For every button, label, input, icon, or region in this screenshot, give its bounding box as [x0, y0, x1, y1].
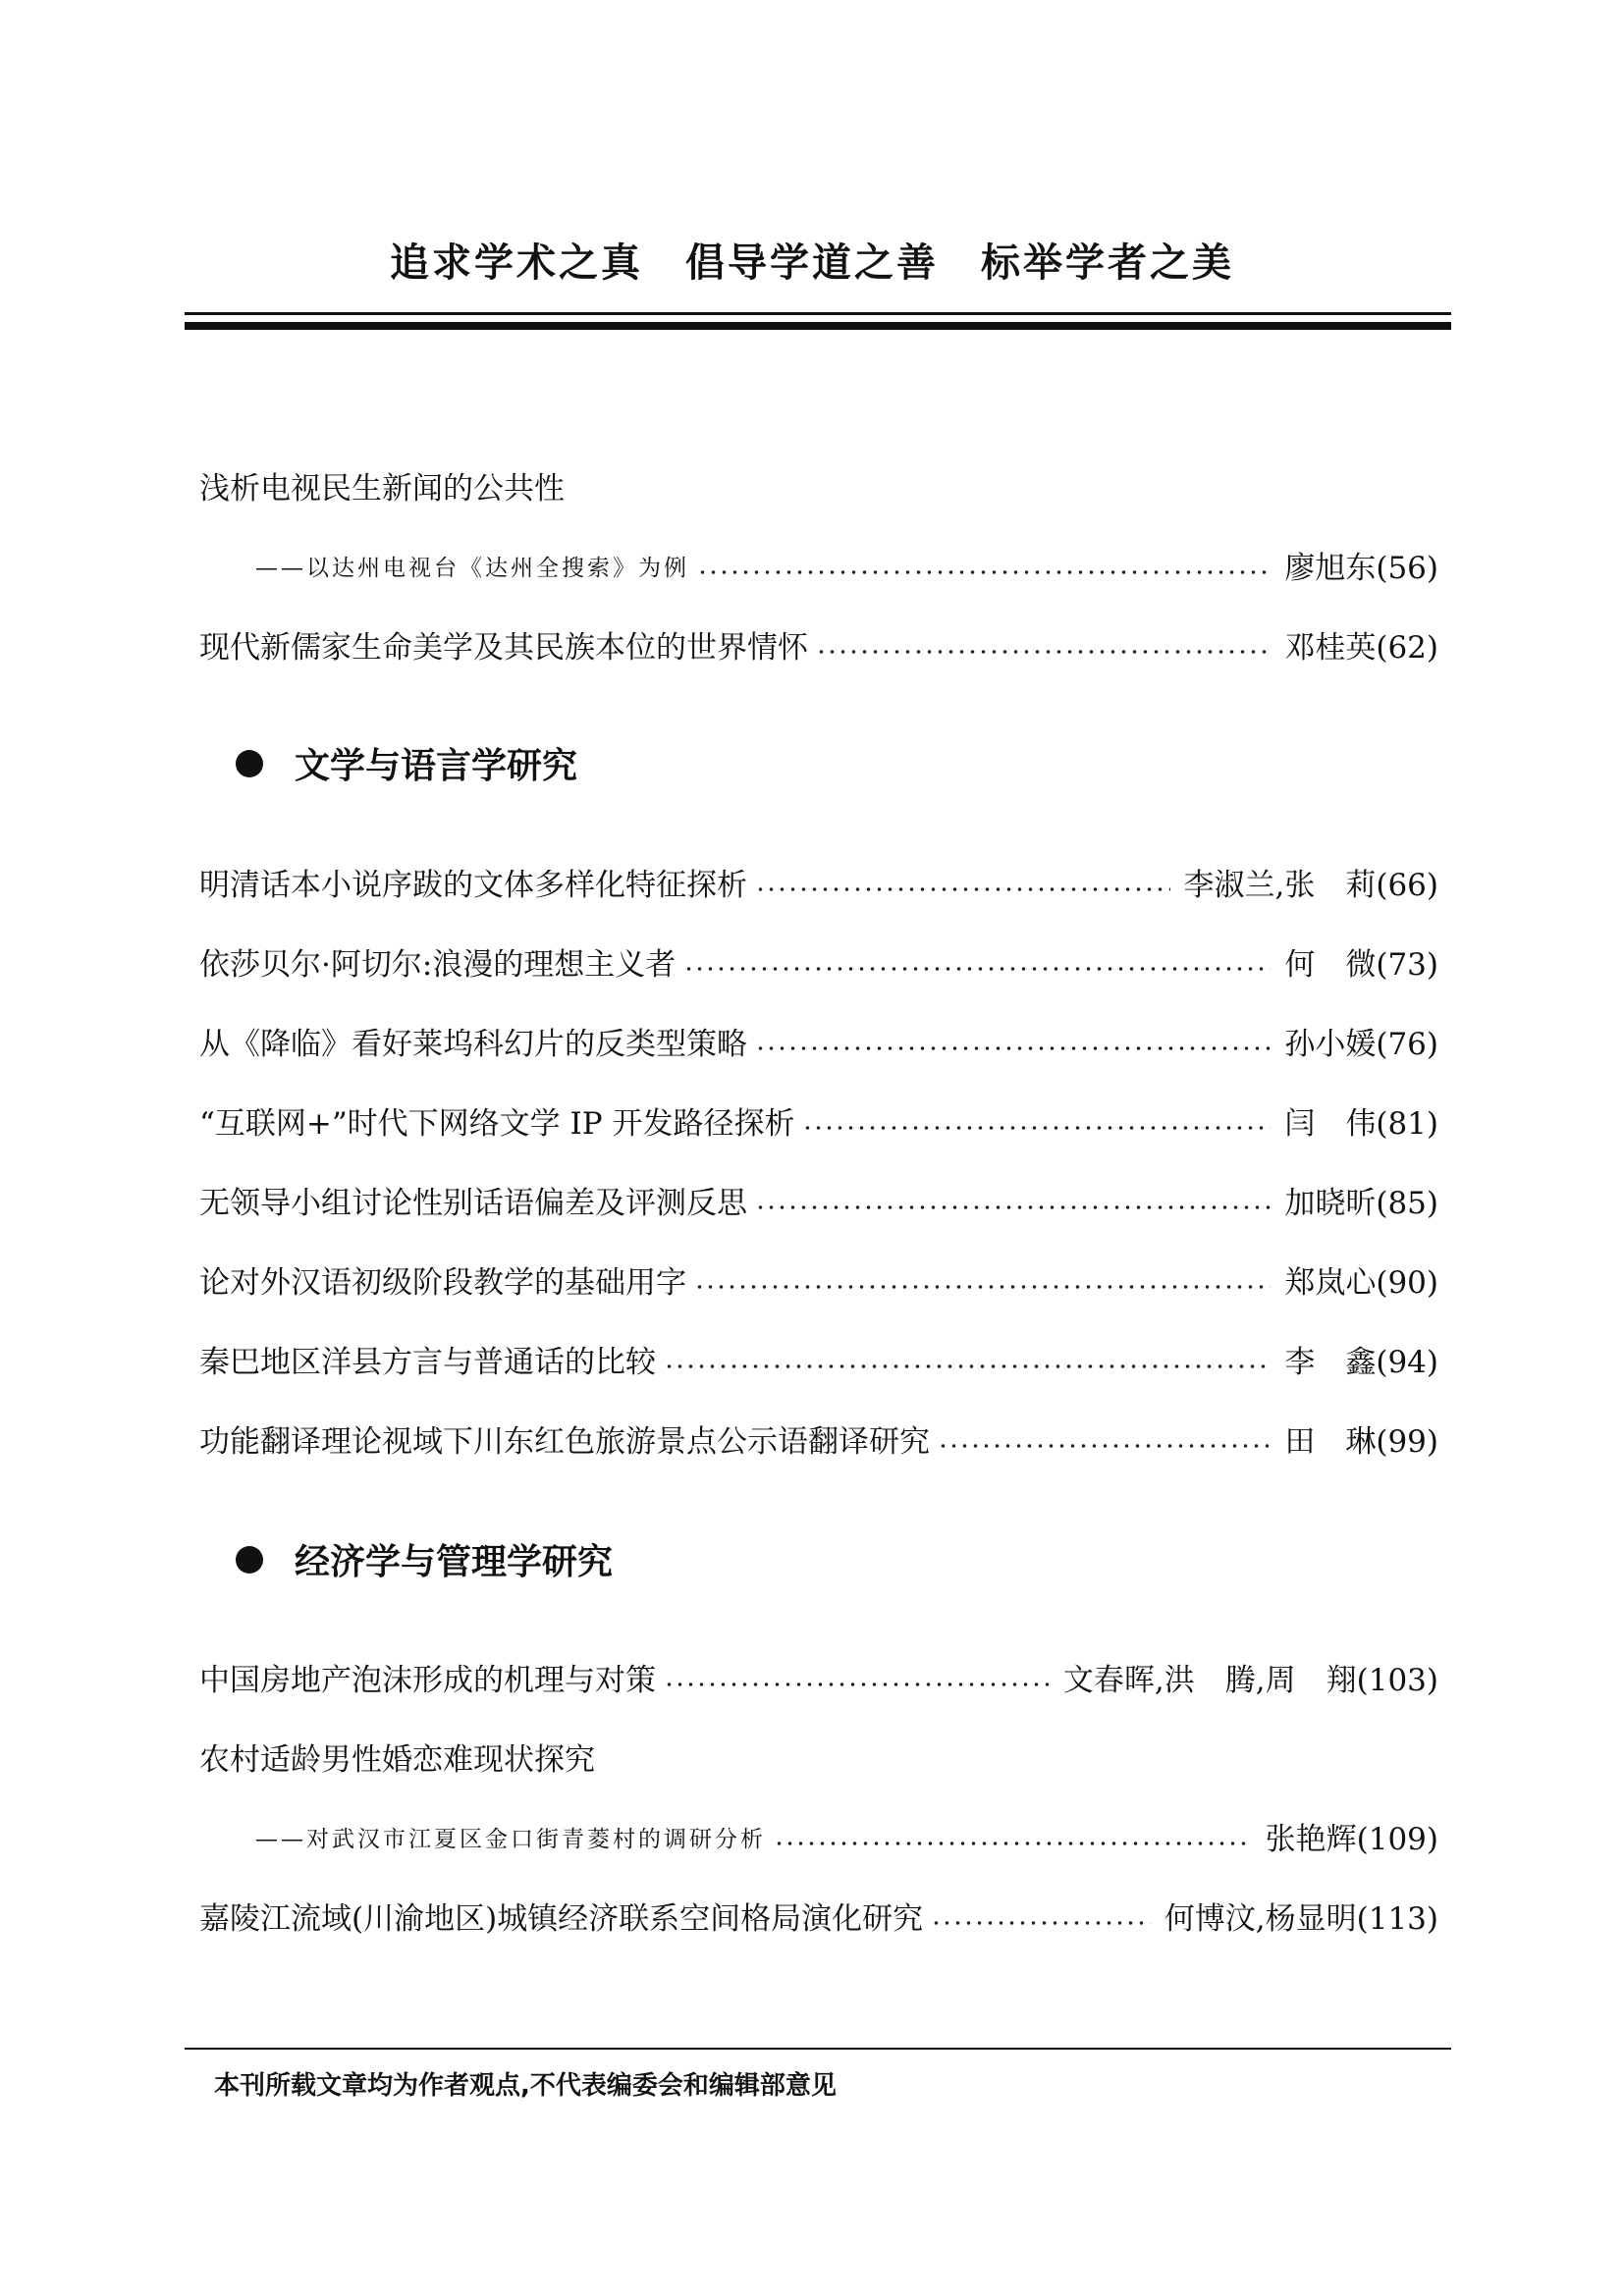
section-heading-literature: [236, 738, 577, 788]
section-title: 文学与语言学研究: [295, 746, 578, 786]
entry-page: (109): [1356, 1822, 1438, 1857]
entry-author: 何 微: [1284, 947, 1377, 983]
entry-title: 现代新儒家生命美学及其民族本位的世界情怀: [199, 630, 808, 666]
entry-author: 闫 伟: [1284, 1106, 1377, 1142]
toc-entry[interactable]: [199, 461, 1438, 510]
toc-entry[interactable]: [199, 620, 1438, 669]
leader-dots: [931, 1915, 1151, 1931]
entry-page: (113): [1356, 1901, 1438, 1937]
leader-dots: [694, 1279, 1271, 1295]
leader-dots: [683, 961, 1271, 977]
toc-entry[interactable]: [199, 1017, 1438, 1066]
entry-title: 浅析电视民生新闻的公共性: [199, 471, 565, 507]
entry-author: 廖旭东: [1284, 551, 1377, 586]
entry-title: 无领导小组讨论性别话语偏差及评测反思: [199, 1186, 747, 1221]
entry-author: 李 鑫: [1284, 1345, 1377, 1380]
journal-motto: 追求学术之真 倡导学道之善 标举学者之美: [390, 240, 1234, 286]
toc-entry[interactable]: [199, 1255, 1438, 1305]
entry-page: (66): [1376, 868, 1438, 903]
entry-title: 论对外汉语初级阶段教学的基础用字: [199, 1265, 686, 1301]
entry-author: 孙小媛: [1284, 1027, 1377, 1062]
entry-page: (94): [1376, 1345, 1438, 1380]
entry-author: 田 琳: [1284, 1424, 1377, 1460]
entry-author: 加晓昕: [1284, 1186, 1377, 1221]
entry-page: (85): [1376, 1186, 1438, 1221]
entry-author: 李淑兰,张 莉: [1183, 868, 1377, 903]
entry-title: 秦巴地区洋县方言与普通话的比较: [199, 1345, 656, 1380]
entry-author: 何博汶,杨显明: [1164, 1901, 1357, 1937]
section-heading-economics: [236, 1534, 613, 1584]
footer-disclaimer: 本刊所载文章均为作者观点,不代表编委会和编辑部意见: [214, 2071, 837, 2101]
leader-dots: [755, 1041, 1271, 1056]
leader-dots: [816, 644, 1271, 660]
entry-page: (73): [1376, 947, 1438, 983]
entry-page: (81): [1376, 1106, 1438, 1142]
leader-dots: [664, 1359, 1271, 1374]
entry-page: (56): [1376, 551, 1438, 586]
entry-page: (90): [1376, 1265, 1438, 1301]
toc-entry[interactable]: [199, 858, 1438, 907]
toc-entry[interactable]: [199, 1176, 1438, 1225]
toc-entry[interactable]: [199, 1415, 1438, 1464]
toc-entry[interactable]: [199, 1892, 1438, 1941]
entry-subtitle: ——对武汉市江夏区金口街青菱村的调研分析: [255, 1827, 766, 1852]
toc-entry[interactable]: [199, 1096, 1438, 1146]
leader-dots: [664, 1677, 1050, 1692]
leader-dots: [938, 1438, 1271, 1454]
entry-title: 嘉陵江流域(川渝地区)城镇经济联系空间格局演化研究: [199, 1901, 924, 1937]
leader-dots: [774, 1836, 1252, 1851]
entry-author: 文春晖,洪 腾,周 翔: [1062, 1663, 1357, 1698]
entry-subtitle: ——以达州电视台《达州全搜索》为例: [255, 556, 689, 581]
toc-entry[interactable]: [199, 1335, 1438, 1384]
footer-rule: [185, 2048, 1451, 2050]
entry-title: 从《降临》看好莱坞科幻片的反类型策略: [199, 1027, 747, 1062]
bullet-icon: [236, 750, 263, 777]
entry-page: (99): [1376, 1424, 1438, 1460]
header-rule-thin: [185, 312, 1451, 315]
entry-author: 郑岚心: [1284, 1265, 1377, 1301]
toc-entry[interactable]: [199, 1653, 1438, 1702]
entry-page: (76): [1376, 1027, 1438, 1062]
toc-entry-subtitle[interactable]: [255, 1812, 1438, 1861]
entry-title: “互联网+”时代下网络文学 IP 开发路径探析: [199, 1106, 795, 1142]
section-title: 经济学与管理学研究: [295, 1542, 614, 1582]
entry-page: (62): [1376, 630, 1438, 666]
toc-entry[interactable]: [199, 1733, 1438, 1782]
bullet-icon: [236, 1546, 263, 1574]
leader-dots: [697, 564, 1271, 580]
entry-author: 邓桂英: [1284, 630, 1377, 666]
leader-dots: [802, 1120, 1271, 1136]
leader-dots: [755, 1200, 1271, 1215]
entry-author: 张艳辉: [1265, 1822, 1357, 1857]
entry-page: (103): [1356, 1663, 1438, 1698]
header-rule-thick: [185, 322, 1451, 330]
entry-title: 明清话本小说序跋的文体多样化特征探析: [199, 868, 747, 903]
entry-title: 依莎贝尔·阿切尔:浪漫的理想主义者: [199, 947, 677, 983]
entry-title: 功能翻译理论视域下川东红色旅游景点公示语翻译研究: [199, 1424, 930, 1460]
toc-entry[interactable]: [199, 937, 1438, 987]
leader-dots: [755, 881, 1170, 897]
entry-title: 农村适龄男性婚恋难现状探究: [199, 1742, 595, 1778]
toc-entry-subtitle[interactable]: [255, 541, 1438, 590]
entry-title: 中国房地产泡沫形成的机理与对策: [199, 1663, 656, 1698]
